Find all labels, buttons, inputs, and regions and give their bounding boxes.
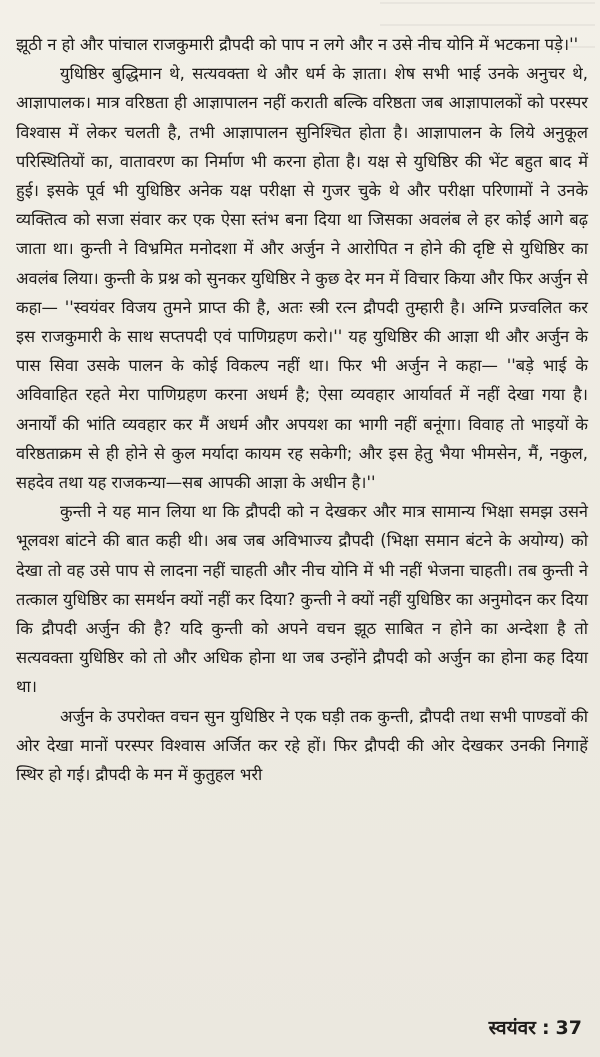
footer-separator: : xyxy=(541,1017,550,1039)
paragraph-yudhishthir: युधिष्ठिर बुद्धिमान थे, सत्यवक्ता थे और धर्म के ज्ञाता। शेष सभी भाई उनके अनुचर थे, आज्ञापालक। मात्र वरिष्ठता ही आज्ञापालन नहीं कराती बल्कि वरिष्ठता जब आज्ञापालकों को परस्पर विश्वास में लेकर चलती है, तभी आज्ञापालन सुनिश्चित होता है। आज्ञापालन के लिये अनुकूल परिस्थितियों का, वातावरण का निर्माण भी करना होता है। यक्ष से युधिष्ठिर की भेंट बहुत बाद में हुई। इसके पूर्व भी युधिष्ठिर अनेक यक्ष परीक्षा से गुजर चुके थे और परीक्षा परिणामों ने उनके व्यक्तित्व को सजा संवार कर एक ऐसा स्तंभ बना दिया था जिसका अवलंब ले हर कोई आगे बढ़ जाता था। कुन्ती ने विभ्रमित मनोदशा में और अर्जुन ने आरोपित न होने की दृष्टि से युधिष्ठिर का अवलंब लिया। कुन्ती के प्रश्न को सुनकर युधिष्ठिर ने कुछ देर मन में विचार किया और फिर अर्जुन से कहा— ''स्वयंवर विजय तुमने प्राप्त की है, अतः स्त्री रत्न द्रौपदी तुम्हारी है। अग्नि प्रज्वलित कर इस राजकुमारी के साथ सप्तपदी एवं पाणिग्रहण करो।'' यह युधिष्ठिर की आज्ञा थी और अर्जुन के पास सिवा उसके पालन के कोई विकल्प नहीं था। फिर भी अर्जुन ने कहा— ''बड़े भाई के अविवाहित रहते मेरा पाणिग्रहण करना अधर्म है; ऐसा व्यवहार आर्यावर्त में नहीं देखा गया है। अनार्यों की भांति व्यवहार कर मैं अधर्म और अपयश का भागी नहीं बनूंगा। विवाह तो भाइयों के वरिष्ठताक्रम से ही होने से कुल मर्यादा कायम रह सकेगी; और इस हेतु भैया भीमसेन, मैं, नकुल, सहदेव तथा यह राजकन्या—सब आपकी आज्ञा के अधीन है।'' xyxy=(16,64,588,493)
paragraph-continuation: झूठी न हो और पांचाल राजकुमारी द्रौपदी को पाप न लगे और न उसे नीच योनि में भटकना पड़े।'' xyxy=(16,35,579,54)
page-footer xyxy=(489,1014,582,1040)
paragraph-arjun: अर्जुन के उपरोक्त वचन सुन युधिष्ठिर ने एक घड़ी तक कुन्ती, द्रौपदी तथा सभी पाण्डवों की ओर देखा मानों परस्पर विश्वास अर्जित कर रहे हों। फिर द्रौपदी की ओर देखकर उनकी निगाहें स्थिर हो गई। द्रौपदी के मन में कुतुहल भरी xyxy=(16,706,588,785)
running-title: स्वयंवर xyxy=(488,1017,536,1039)
paragraph-kunti: कुन्ती ने यह मान लिया था कि द्रौपदी को न देखकर और मात्र सामान्य भिक्षा समझ उसने भूलवश बांटने की बात कही थी। अब जब अविभाज्य द्रौपदी (भिक्षा समान बंटने के अयोग्य) को देखा तो वह उसे पाप से लादना नहीं चाहती और नीच योनि में भी नहीं भेजना चाहती। तब कुन्ती ने तत्काल युधिष्ठिर का समर्थन क्यों नहीं कर दिया? कुन्ती ने क्यों नहीं युधिष्ठिर का अनुमोदन कर दिया कि द्रौपदी अर्जुन की है? यदि कुन्ती को अपने वचन झूठ साबित न होने का अन्देशा है तो सत्यवक्ता युधिष्ठिर को तो और अधिक होना था जब उन्होंने द्रौपदी को अर्जुन का होना कह दिया था। xyxy=(16,502,588,697)
body-text xyxy=(16,30,588,789)
page-number: 37 xyxy=(555,1017,582,1039)
